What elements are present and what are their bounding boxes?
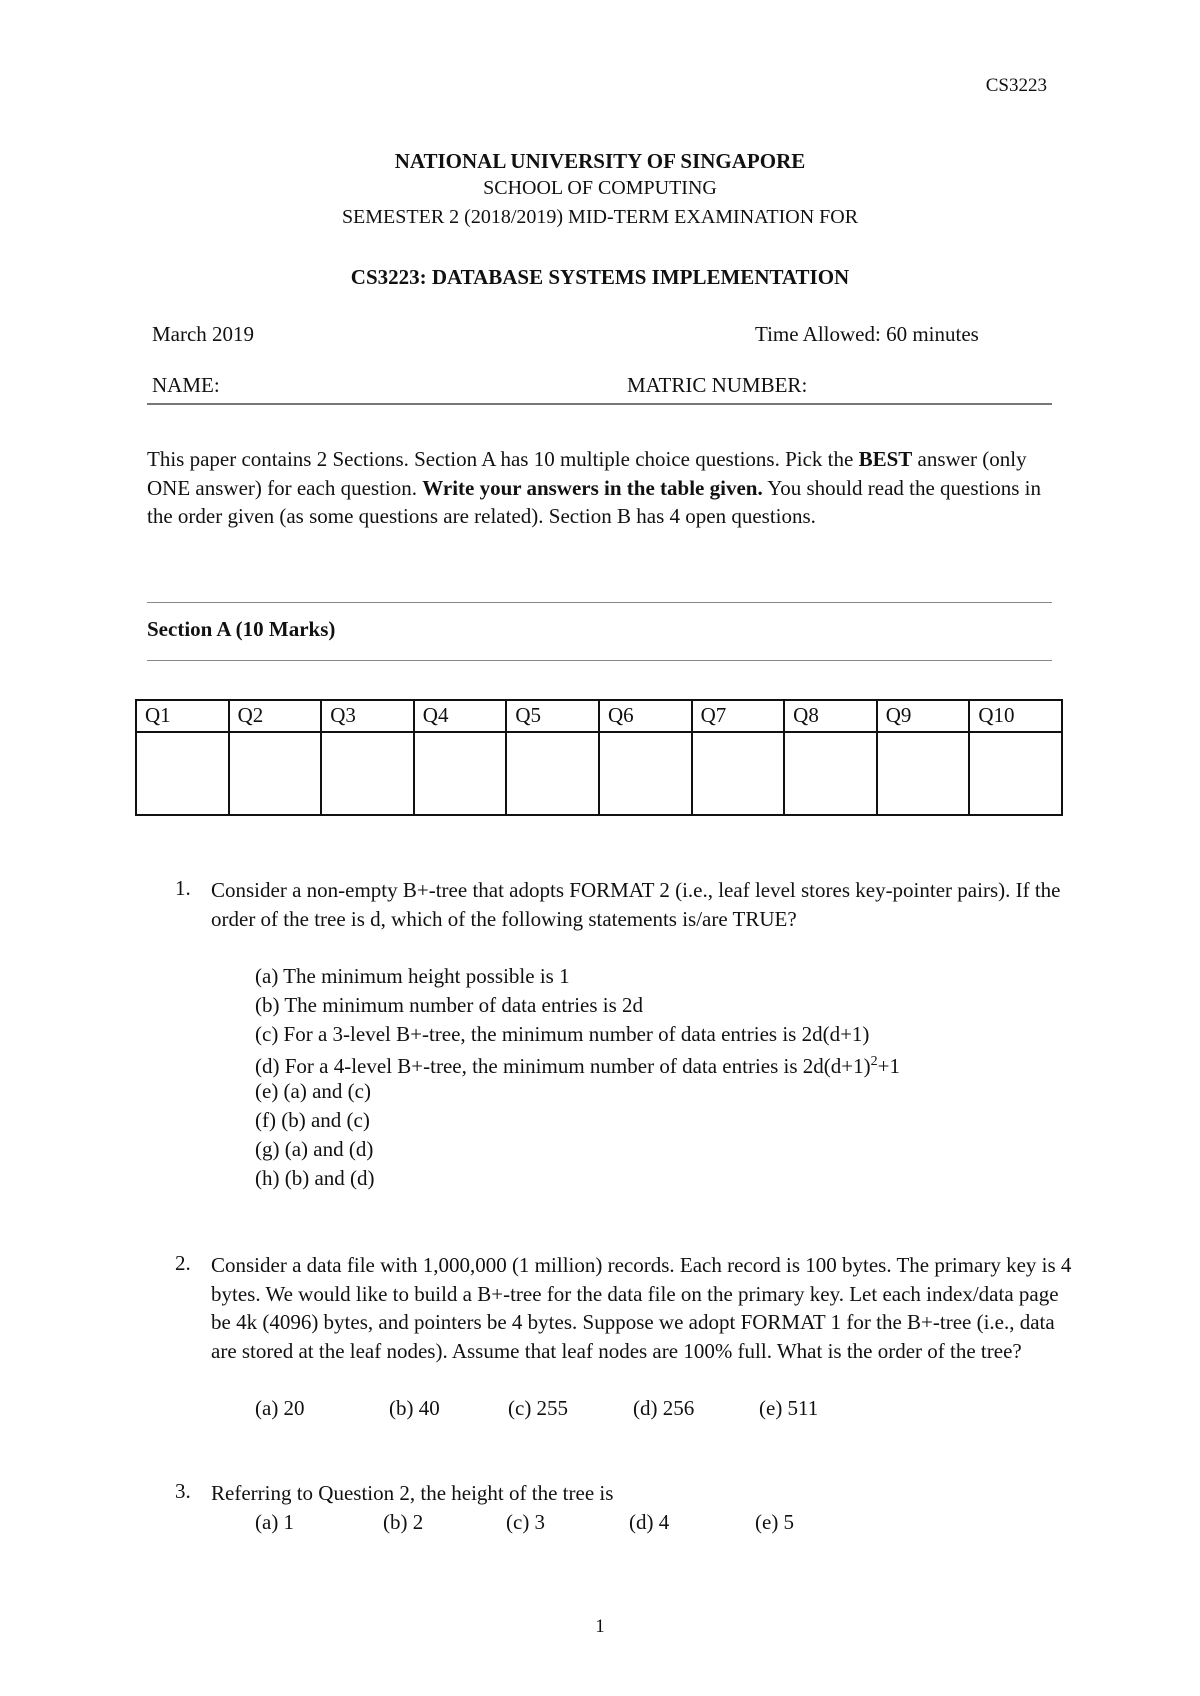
- answer-header-q10: Q10: [969, 700, 1062, 732]
- answer-cell-q9[interactable]: [877, 732, 970, 815]
- option-d-suffix: +1: [877, 1054, 900, 1079]
- time-allowed: Time Allowed: 60 minutes: [755, 322, 979, 346]
- question-number: 1.: [175, 876, 191, 900]
- question-number: 3.: [175, 1479, 191, 1503]
- answer-cell-q4[interactable]: [414, 732, 507, 815]
- option-b: (b) The minimum number of data entries is 2d: [255, 992, 644, 1017]
- option-d-superscript: 2: [870, 1054, 878, 1070]
- answer-header-q2: Q2: [229, 700, 322, 732]
- option-e: (e) 5: [755, 1510, 795, 1534]
- question-text: Consider a data file with 1,000,000 (1 million) records. Each record is 100 bytes. The primary key is 4 bytes. We would like to build a B+-tree for the data file on the primary key. Let each index/data page be 4k (4096) bytes, and pointers be 4 bytes. Suppose we adopt FORMAT 1 for the B+-tree (i.e., data are stored at the leaf nodes). Assume that leaf nodes are 100% full. What is the order of the tree?: [211, 1253, 1072, 1363]
- option-d: (d) 4: [629, 1510, 670, 1534]
- exam-date: March 2019: [152, 322, 255, 346]
- course-code-header: CS3223: [985, 75, 1047, 96]
- answer-cell-q10[interactable]: [969, 732, 1062, 815]
- option-g: (g) (a) and (d): [255, 1136, 374, 1161]
- answer-header-q9: Q9: [877, 700, 970, 732]
- section-divider-bottom: [147, 660, 1052, 661]
- answer-cell-q1[interactable]: [136, 732, 229, 815]
- instructions-text-3: You should read the questions in the order given (as some questions are related). Section B has 4 open questions.: [147, 475, 1041, 528]
- instructions-paragraph: [147, 445, 1052, 531]
- answer-header-q4: Q4: [414, 700, 507, 732]
- option-h: (h) (b) and (d): [255, 1165, 375, 1190]
- option-d: (d) 256: [633, 1396, 695, 1420]
- option-c: (c) 3: [506, 1510, 546, 1534]
- option-c: (c) 255: [508, 1396, 569, 1420]
- section-divider-top: [147, 602, 1052, 603]
- matric-number-label: MATRIC NUMBER:: [627, 373, 808, 397]
- instructions-write-answers: Write your answers in the table given.: [422, 475, 763, 500]
- option-e: (e) (a) and (c): [255, 1079, 371, 1104]
- question-1-options: [255, 962, 900, 1192]
- exam-title: SEMESTER 2 (2018/2019) MID-TERM EXAMINATION FOR: [341, 206, 859, 228]
- name-line: [147, 403, 1052, 405]
- option-a: (a) The minimum height possible is 1: [255, 964, 570, 988]
- section-a-heading: Section A (10 Marks): [147, 617, 336, 641]
- option-f: (f) (b) and (c): [255, 1107, 370, 1132]
- answer-cell-q3[interactable]: [321, 732, 414, 815]
- instructions-text-1: This paper contains 2 Sections. Section A has 10 multiple choice questions. Pick the: [147, 447, 859, 471]
- answer-table-input-row: [136, 732, 1062, 815]
- answer-cell-q7[interactable]: [692, 732, 785, 815]
- answer-cell-q5[interactable]: [506, 732, 599, 815]
- university-title: NATIONAL UNIVERSITY OF SINGAPORE: [394, 149, 806, 173]
- name-label: NAME:: [152, 373, 220, 397]
- answer-header-q8: Q8: [784, 700, 877, 732]
- course-title: CS3223: DATABASE SYSTEMS IMPLEMENTATION: [350, 265, 850, 289]
- option-d-text: (d) For a 4-level B+-tree, the minimum number of data entries is 2d(d+1): [255, 1054, 871, 1079]
- instructions-best: BEST: [858, 447, 913, 471]
- option-d: [255, 1048, 900, 1077]
- answer-header-q5: Q5: [506, 700, 599, 732]
- question-text: Consider a non-empty B+-tree that adopts FORMAT 2 (i.e., leaf level stores key-pointer pairs). If the order of the tree is d, which of the following statements is/are TRUE?: [211, 878, 1061, 931]
- school-title: SCHOOL OF COMPUTING: [483, 177, 717, 199]
- answer-cell-q6[interactable]: [599, 732, 692, 815]
- answer-header-q7: Q7: [692, 700, 785, 732]
- option-a: (a) 1: [255, 1510, 295, 1534]
- answer-cell-q8[interactable]: [784, 732, 877, 815]
- page-number: 1: [595, 1616, 605, 1637]
- answer-cell-q2[interactable]: [229, 732, 322, 815]
- instructions-text-2: answer (only ONE answer) for each question.: [147, 447, 1027, 500]
- answer-table: [135, 699, 1063, 816]
- answer-table-header-row: [136, 700, 1062, 732]
- question-number: 2.: [175, 1251, 191, 1275]
- option-e: (e) 511: [759, 1396, 819, 1420]
- answer-header-q6: Q6: [599, 700, 692, 732]
- option-c: (c) For a 3-level B+-tree, the minimum number of data entries is 2d(d+1): [255, 1021, 870, 1046]
- option-a: (a) 20: [255, 1396, 305, 1420]
- option-b: (b) 40: [389, 1396, 440, 1420]
- option-b: (b) 2: [383, 1510, 424, 1534]
- answer-header-q3: Q3: [321, 700, 414, 732]
- answer-header-q1: Q1: [136, 700, 229, 732]
- question-text: Referring to Question 2, the height of the tree is: [211, 1481, 614, 1505]
